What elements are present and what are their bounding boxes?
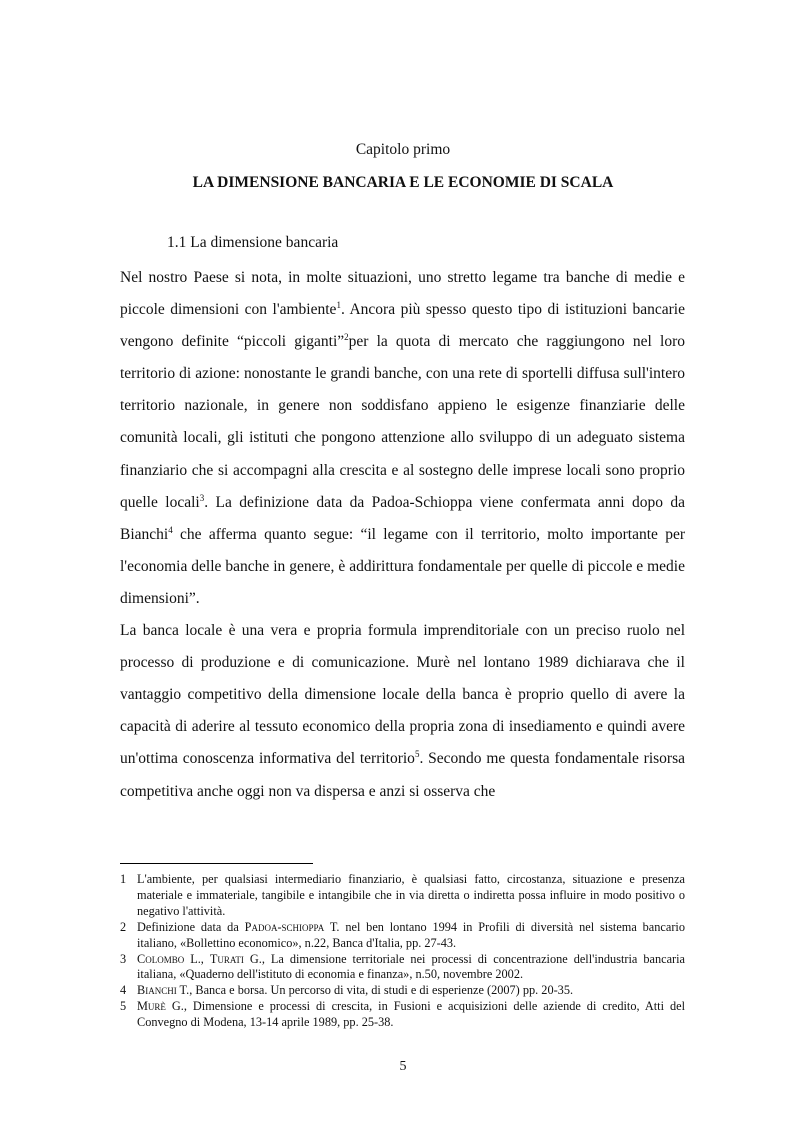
footnote-text	[137, 983, 685, 999]
paragraph-1-text-c: per la quota di mercato che raggiungono nel loro territorio di azione: nonostante le grandi banche, con una rete di sportelli diffusa sull'intero territorio nazionale, in genere non soddisfano appieno le esigenze finanziarie delle comunità locali, gli istituti che pongono attenzione allo sviluppo di un adeguato sistema finanziario che si accompagni alla crescita e al sostegno delle imprese locali sono proprio quelle locali	[120, 333, 685, 511]
footnote-number: 3	[120, 951, 127, 966]
paragraph-2-text-b: . Secondo me questa fondamentale risorsa competitiva anche oggi non va dispersa e anzi si osserva che	[120, 750, 685, 800]
paragraph-1-text-e: che afferma quanto segue: “il legame con il territorio, molto importante per l'economia delle banche in genere, è addirittura fondamentale per quelle di piccole e medie dimensioni”.	[120, 525, 685, 607]
paragraph-2-text-a: La banca locale è una vera e propria formula imprenditoriale con un preciso ruolo nel processo di produzione e di comunicazione. Murè nel lontano 1989 dichiarava che il vantaggio competitivo della dimensione locale della banca è proprio quello di avere la capacità di aderire al tessuto economico della propria zona di insediamento e quindi avere un'ottima conoscenza informativa del territorio	[120, 622, 685, 768]
footnote-author: Padoa-schioppa	[244, 919, 325, 934]
paragraph-1-text-d: . La definizione data da Padoa-Schioppa viene confermata anni dopo da Bianchi	[120, 493, 685, 543]
footnote-text: L'ambiente, per qualsiasi intermediario finanziario, è qualsiasi fatto, circostanza, situazione e presenza materiale e immateriale, tangibile e intangibile che in via diretta o indiretta possa influire in modo positivo o negativo l'attività.	[137, 872, 685, 918]
footnote-number: 4	[120, 983, 127, 998]
footnote-2	[120, 920, 685, 952]
footnote-text	[137, 920, 685, 952]
footnote-number: 2	[120, 919, 127, 934]
footnote-text-pre: Definizione data da	[137, 919, 245, 934]
footnote-text-mid: L.,	[184, 951, 210, 966]
footnote-4	[120, 983, 685, 999]
section-heading: 1.1 La dimensione bancaria	[167, 234, 339, 251]
chapter-title: LA DIMENSIONE BANCARIA E LE ECONOMIE DI SCALA	[192, 174, 614, 191]
footnote-text-post: G., Dimensione e processi di crescita, in Fusioni e acquisizioni delle aziende di credito, Atti del Convegno di Modena, 13-14 aprile 1989, pp. 25-38.	[137, 999, 685, 1030]
footnote-separator	[120, 863, 313, 864]
page-number: 5	[399, 1059, 407, 1074]
footnote-author: Turati	[209, 951, 244, 966]
paragraph-1-text-a: Nel nostro Paese si nota, in molte situazioni, uno stretto legame tra banche di medie e piccole dimensioni con l'ambiente	[120, 269, 685, 319]
body-text	[120, 262, 685, 808]
footnote-1	[120, 872, 685, 920]
footnote-ref-1[interactable]: 1	[336, 300, 341, 311]
footnote-author: Murè	[137, 999, 166, 1014]
footnotes	[120, 872, 685, 1031]
footnote-ref-2[interactable]: 2	[344, 332, 349, 343]
footnote-text-post: T. nel ben lontano 1994 in Profili di diversità nel sistema bancario italiano, «Bollettino economico», n.22, Banca d'Italia, pp. 27-43.	[137, 919, 685, 950]
paragraph-1	[120, 262, 685, 615]
footnote-author: Colombo	[137, 951, 185, 966]
footnote-number: 1	[120, 872, 127, 886]
footnote-number: 5	[120, 999, 127, 1014]
footnote-author: Bianchi	[137, 983, 177, 998]
footnote-text	[137, 952, 685, 984]
paragraph-2	[120, 615, 685, 808]
footnote-text-post: G., La dimensione territoriale nei processi di concentrazione dell'industria bancaria italiana, «Quaderno dell'istituto di economia e finanza», n.50, novembre 2002.	[137, 951, 686, 982]
footnote-ref-4[interactable]: 4	[168, 524, 173, 535]
footnote-ref-3[interactable]: 3	[199, 492, 205, 503]
footnote-5	[120, 999, 685, 1031]
footnote-3	[120, 952, 685, 984]
footnote-text-post: T., Banca e borsa. Un percorso di vita, di studi e di esperienze (2007) pp. 20-35.	[176, 983, 574, 998]
chapter-label: Capitolo primo	[355, 141, 451, 158]
footnote-ref-5[interactable]: 5	[414, 749, 420, 760]
paragraph-1-text-b: . Ancora più spesso questo tipo di istituzioni bancarie vengono definite “piccoli giganti”	[120, 301, 685, 351]
footnote-text	[137, 999, 685, 1031]
